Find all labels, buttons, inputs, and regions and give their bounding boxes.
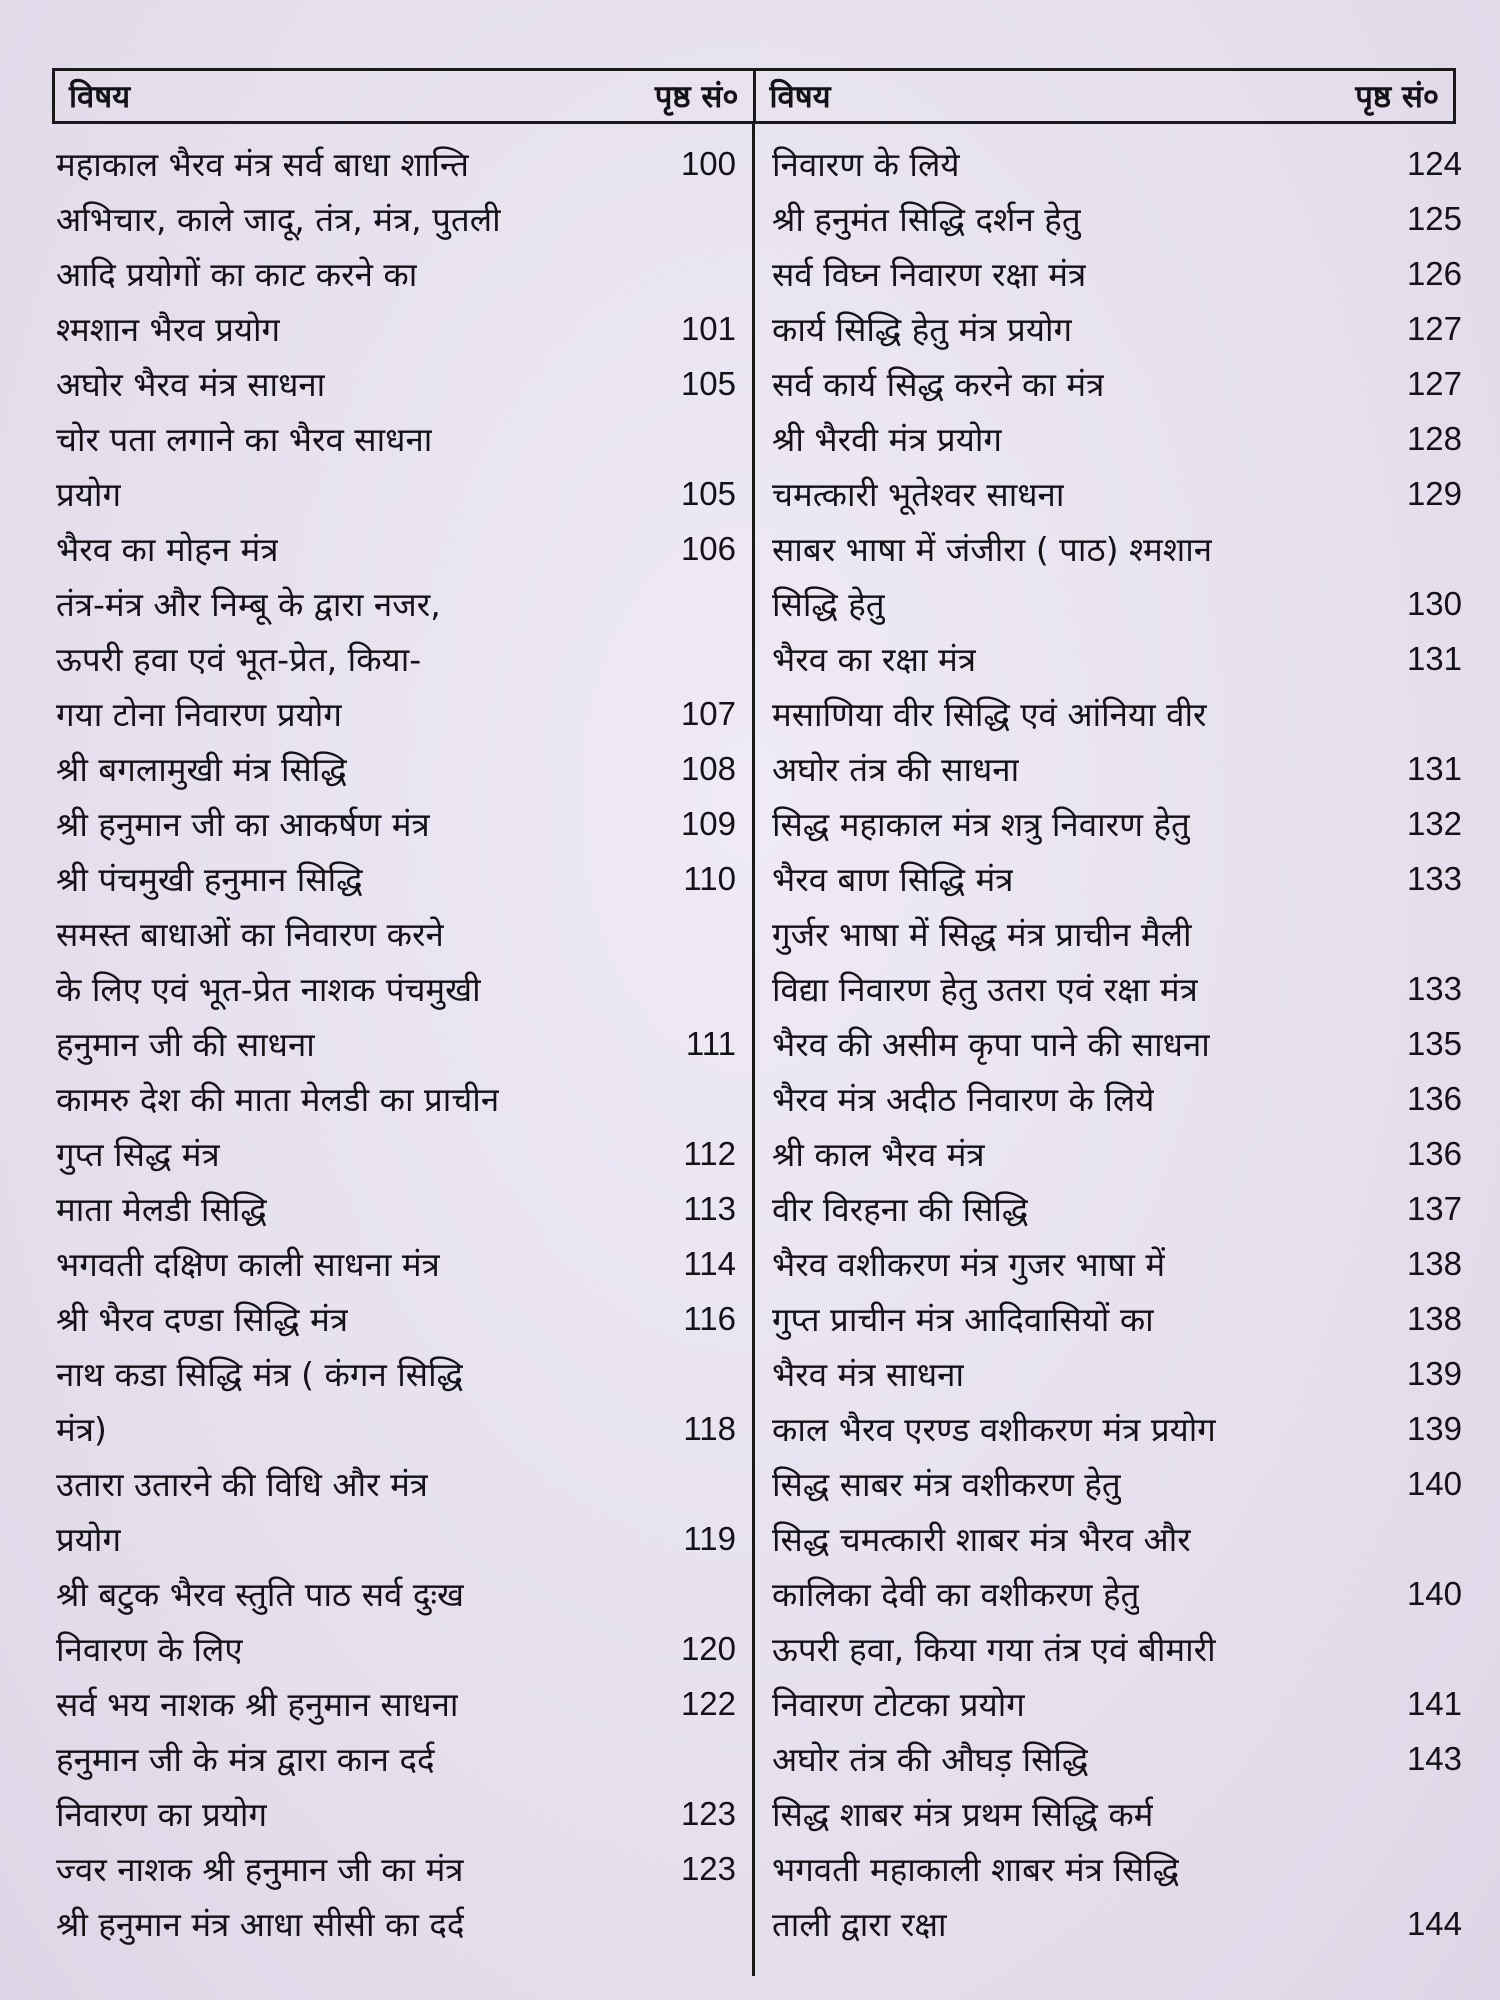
toc-entry: [56, 631, 736, 686]
toc-entry: [56, 1841, 736, 1896]
toc-entry: [56, 1676, 736, 1731]
entry-title: काल भैरव एरण्ड वशीकरण मंत्र प्रयोग: [772, 1410, 1216, 1449]
toc-entry: [56, 191, 736, 246]
entry-title: अघोर भैरव मंत्र साधना: [56, 365, 326, 404]
right-column: [772, 136, 1462, 1951]
toc-entry: [56, 1621, 736, 1676]
toc-entry: [772, 686, 1462, 741]
entry-title: भैरव वशीकरण मंत्र गुजर भाषा में: [772, 1245, 1166, 1284]
toc-entry: [772, 1236, 1462, 1291]
toc-entry: [772, 1896, 1462, 1951]
entry-title: सिद्ध महाकाल मंत्र शत्रु निवारण हेतु: [772, 805, 1190, 844]
toc-entry: [772, 1016, 1462, 1071]
entry-title: साबर भाषा में जंजीरा ( पाठ) श्मशान: [772, 530, 1213, 569]
toc-entry: [772, 1676, 1462, 1731]
toc-entry: [56, 466, 736, 521]
toc-entry: [772, 1511, 1462, 1566]
header-right-subject: विषय: [769, 79, 831, 115]
entry-page-number: 137: [1406, 1189, 1462, 1227]
entry-page-number: 138: [1406, 1244, 1462, 1282]
toc-entry: [772, 1566, 1462, 1621]
toc-entry: [56, 411, 736, 466]
entry-page-number: 135: [1406, 1024, 1462, 1062]
entry-title: माता मेलडी सिद्धि: [56, 1190, 267, 1229]
entry-title: गुर्जर भाषा में सिद्ध मंत्र प्राचीन मैली: [772, 915, 1192, 954]
entry-page-number: 125: [1406, 199, 1462, 237]
entry-title: प्रयोग: [56, 1520, 122, 1559]
toc-entry: [772, 576, 1462, 631]
toc-entry: [56, 1291, 736, 1346]
entry-page-number: 124: [1406, 144, 1462, 182]
entry-title: सर्व भय नाशक श्री हनुमान साधना: [56, 1685, 459, 1724]
entry-page-number: 101: [680, 309, 736, 347]
header-right: [756, 71, 1454, 121]
entry-page-number: 120: [680, 1629, 736, 1667]
entry-title: कामरु देश की माता मेलडी का प्राचीन: [56, 1080, 500, 1119]
entry-page-number: 144: [1406, 1904, 1462, 1942]
toc-entry: [772, 1786, 1462, 1841]
entry-title: निवारण टोटका प्रयोग: [772, 1685, 1025, 1724]
toc-entry: [772, 301, 1462, 356]
entry-page-number: 109: [680, 804, 736, 842]
toc-entry: [56, 1731, 736, 1786]
entry-title: आदि प्रयोगों का काट करने का: [56, 255, 418, 294]
toc-entry: [56, 356, 736, 411]
toc-entry: [56, 1511, 736, 1566]
toc-entry: [772, 1346, 1462, 1401]
entry-page-number: 140: [1406, 1464, 1462, 1502]
toc-entry: [56, 741, 736, 796]
left-column: [56, 136, 736, 1951]
entry-page-number: 133: [1406, 859, 1462, 897]
entry-title: हनुमान जी के मंत्र द्वारा कान दर्द: [56, 1740, 435, 1779]
entry-title: हनुमान जी की साधना: [56, 1025, 315, 1064]
toc-entry: [772, 796, 1462, 851]
entry-title: विद्या निवारण हेतु उतरा एवं रक्षा मंत्र: [772, 970, 1198, 1009]
column-divider: [752, 124, 755, 1976]
toc-entry: [56, 796, 736, 851]
toc-entry: [772, 631, 1462, 686]
entry-title: सिद्ध चमत्कारी शाबर मंत्र भैरव और: [772, 1520, 1191, 1559]
toc-entry: [56, 1346, 736, 1401]
entry-title: गया टोना निवारण प्रयोग: [56, 695, 342, 734]
toc-entry: [56, 1456, 736, 1511]
entry-title: के लिए एवं भूत-प्रेत नाशक पंचमुखी: [56, 970, 481, 1009]
entry-title: श्री हनुमान जी का आकर्षण मंत्र: [56, 805, 430, 844]
entry-title: गुप्त सिद्ध मंत्र: [56, 1135, 220, 1174]
entry-title: सिद्धि हेतु: [772, 585, 885, 624]
entry-title: ऊपरी हवा एवं भूत-प्रेत, किया-: [56, 640, 422, 679]
entry-title: सिद्ध साबर मंत्र वशीकरण हेतु: [772, 1465, 1121, 1504]
entry-title: मसाणिया वीर सिद्धि एवं आंनिया वीर: [772, 695, 1207, 734]
entry-page-number: 129: [1406, 474, 1462, 512]
toc-entry: [772, 1181, 1462, 1236]
entry-page-number: 123: [680, 1849, 736, 1887]
header-left-page: पृष्ठ सं०: [654, 79, 739, 115]
entry-page-number: 143: [1406, 1739, 1462, 1777]
toc-entry: [56, 1126, 736, 1181]
entry-title: श्री भैरव दण्डा सिद्धि मंत्र: [56, 1300, 349, 1339]
toc-entry: [772, 851, 1462, 906]
entry-page-number: 127: [1406, 364, 1462, 402]
toc-entry: [772, 1731, 1462, 1786]
entry-title: भैरव की असीम कृपा पाने की साधना: [772, 1025, 1210, 1064]
entry-page-number: 119: [683, 1519, 736, 1557]
entry-title: उतारा उतारने की विधि और मंत्र: [56, 1465, 429, 1504]
entry-page-number: 128: [1406, 419, 1462, 457]
entry-title: भैरव मंत्र साधना: [772, 1355, 964, 1394]
entry-title: अघोर तंत्र की साधना: [772, 750, 1020, 789]
toc-entry: [56, 136, 736, 191]
toc-entry: [772, 961, 1462, 1016]
entry-title: ताली द्वारा रक्षा: [772, 1905, 947, 1944]
entry-page-number: 131: [1406, 749, 1462, 787]
entry-title: समस्त बाधाओं का निवारण करने: [56, 915, 444, 954]
entry-title: अघोर तंत्र की औघड़ सिद्धि: [772, 1740, 1089, 1779]
entry-title: श्री बटुक भैरव स्तुति पाठ सर्व दुःख: [56, 1575, 465, 1614]
entry-title: प्रयोग: [56, 475, 122, 514]
toc-entry: [56, 906, 736, 961]
entry-title: सर्व कार्य सिद्ध करने का मंत्र: [772, 365, 1105, 404]
toc-entry: [56, 246, 736, 301]
toc-entry: [772, 191, 1462, 246]
entry-page-number: 136: [1406, 1134, 1462, 1172]
entry-title: भैरव का मोहन मंत्र: [56, 530, 279, 569]
entry-title: निवारण के लिए: [56, 1630, 243, 1669]
entry-page-number: 141: [1406, 1684, 1462, 1722]
entry-title: सर्व विघ्न निवारण रक्षा मंत्र: [772, 255, 1087, 294]
entry-title: महाकाल भैरव मंत्र सर्व बाधा शान्ति: [56, 145, 469, 184]
toc-entry: [56, 521, 736, 576]
header-right-page: पृष्ठ सं०: [1355, 79, 1439, 115]
entry-title: श्री भैरवी मंत्र प्रयोग: [772, 420, 1002, 459]
entry-title: सिद्ध शाबर मंत्र प्रथम सिद्धि कर्म: [772, 1795, 1154, 1834]
entry-page-number: 136: [1406, 1079, 1462, 1117]
toc-entry: [772, 1621, 1462, 1676]
entry-page-number: 106: [680, 529, 736, 567]
entry-title: श्री काल भैरव मंत्र: [772, 1135, 985, 1174]
entry-title: ज्वर नाशक श्री हनुमान जी का मंत्र: [56, 1850, 464, 1889]
toc-entry: [772, 741, 1462, 796]
table-header: [52, 68, 1456, 124]
entry-title: भगवती महाकाली शाबर मंत्र सिद्धि: [772, 1850, 1180, 1889]
toc-entry: [56, 1896, 736, 1951]
toc-entry: [772, 246, 1462, 301]
toc-entry: [56, 1566, 736, 1621]
entry-page-number: 140: [1406, 1574, 1462, 1612]
entry-page-number: 116: [683, 1299, 736, 1337]
entry-title: श्री पंचमुखी हनुमान सिद्धि: [56, 860, 363, 899]
toc-entry: [56, 1071, 736, 1126]
entry-page-number: 100: [680, 144, 736, 182]
entry-title: चोर पता लगाने का भैरव साधना: [56, 420, 433, 459]
entry-title: गुप्त प्राचीन मंत्र आदिवासियों का: [772, 1300, 1154, 1339]
toc-entry: [772, 466, 1462, 521]
toc-entry: [772, 356, 1462, 411]
entry-title: ऊपरी हवा, किया गया तंत्र एवं बीमारी: [772, 1630, 1216, 1669]
entry-title: मंत्र): [56, 1410, 107, 1449]
entry-page-number: 139: [1406, 1354, 1462, 1392]
toc-entry: [772, 906, 1462, 961]
entry-title: अभिचार, काले जादू, तंत्र, मंत्र, पुतली: [56, 200, 501, 239]
toc-entry: [56, 576, 736, 631]
entry-title: नाथ कडा सिद्धि मंत्र ( कंगन सिद्धि: [56, 1355, 464, 1394]
toc-entry: [772, 1126, 1462, 1181]
entry-page-number: 110: [683, 859, 736, 897]
entry-title: श्री हनुमंत सिद्धि दर्शन हेतु: [772, 200, 1081, 239]
toc-entry: [772, 1841, 1462, 1896]
entry-title: श्मशान भैरव प्रयोग: [56, 310, 281, 349]
entry-title: तंत्र-मंत्र और निम्बू के द्वारा नजर,: [56, 585, 441, 624]
toc-entry: [56, 851, 736, 906]
header-left: [55, 71, 756, 121]
entry-page-number: 107: [680, 694, 736, 732]
entry-page-number: 105: [680, 364, 736, 402]
entry-title: कार्य सिद्धि हेतु मंत्र प्रयोग: [772, 310, 1073, 349]
entry-page-number: 130: [1406, 584, 1462, 622]
toc-entry: [56, 1016, 736, 1071]
entry-page-number: 108: [680, 749, 736, 787]
entry-page-number: 126: [1406, 254, 1462, 292]
entry-page-number: 118: [683, 1409, 736, 1447]
entry-title: वीर विरहना की सिद्धि: [772, 1190, 1029, 1229]
toc-entry: [56, 1236, 736, 1291]
entry-title: भैरव मंत्र अदीठ निवारण के लिये: [772, 1080, 1155, 1119]
entry-title: निवारण के लिये: [772, 145, 960, 184]
entry-page-number: 139: [1406, 1409, 1462, 1447]
header-left-subject: विषय: [69, 79, 131, 115]
toc-entry: [56, 1401, 736, 1456]
entry-title: श्री हनुमान मंत्र आधा सीसी का दर्द: [56, 1905, 465, 1944]
toc-entry: [772, 1401, 1462, 1456]
entry-page-number: 105: [680, 474, 736, 512]
entry-title: कालिका देवी का वशीकरण हेतु: [772, 1575, 1140, 1614]
toc-entry: [772, 521, 1462, 576]
toc-entry: [772, 411, 1462, 466]
toc-entry: [56, 1181, 736, 1236]
entry-page-number: 133: [1406, 969, 1462, 1007]
toc-entry: [772, 1071, 1462, 1126]
toc-entry: [772, 1291, 1462, 1346]
toc-entry: [56, 686, 736, 741]
entry-title: भगवती दक्षिण काली साधना मंत्र: [56, 1245, 440, 1284]
entry-title: भैरव बाण सिद्धि मंत्र: [772, 860, 1014, 899]
entry-page-number: 131: [1406, 639, 1462, 677]
entry-title: भैरव का रक्षा मंत्र: [772, 640, 977, 679]
entry-title: चमत्कारी भूतेश्वर साधना: [772, 475, 1065, 514]
entry-page-number: 127: [1406, 309, 1462, 347]
entry-page-number: 123: [680, 1794, 736, 1832]
entry-page-number: 112: [683, 1134, 736, 1172]
toc-entry: [56, 301, 736, 356]
toc-entry: [56, 961, 736, 1016]
entry-page-number: 113: [683, 1189, 736, 1227]
toc-entry: [772, 1456, 1462, 1511]
entry-page-number: 132: [1406, 804, 1462, 842]
entry-title: श्री बगलामुखी मंत्र सिद्धि: [56, 750, 347, 789]
entry-page-number: 111: [685, 1024, 736, 1062]
entry-page-number: 138: [1406, 1299, 1462, 1337]
toc-entry: [772, 136, 1462, 191]
entry-title: निवारण का प्रयोग: [56, 1795, 268, 1834]
entry-page-number: 122: [680, 1684, 736, 1722]
toc-entry: [56, 1786, 736, 1841]
entry-page-number: 114: [683, 1244, 736, 1282]
